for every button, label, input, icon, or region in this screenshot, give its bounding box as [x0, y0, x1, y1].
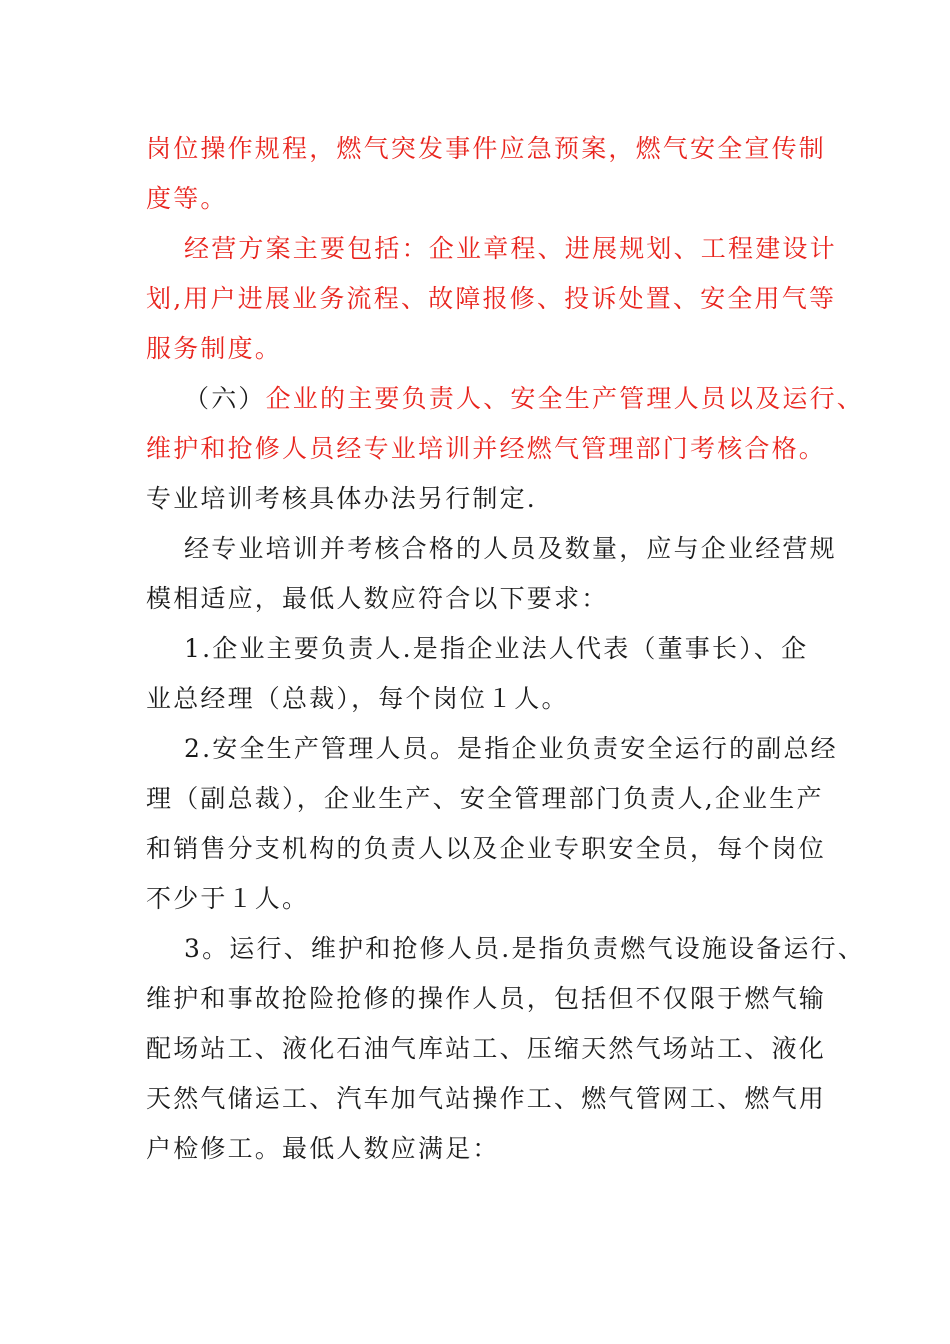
highlighted-text: 服务制度。 — [146, 334, 283, 363]
body-text: 3。运行、维护和抢修人员.是指负责燃气设施设备运行、 — [184, 934, 866, 963]
text-line — [146, 974, 826, 1024]
text-line — [146, 874, 826, 924]
highlighted-text: 经营方案主要包括：企业章程、进展规划、工程建设计 — [184, 234, 837, 263]
body-text: 户检修工。最低人数应满足： — [146, 1134, 500, 1163]
text-line — [146, 774, 826, 824]
text-line — [146, 674, 826, 724]
body-text: 配场站工、液化石油气库站工、压缩天然气场站工、液化 — [146, 1034, 827, 1063]
highlighted-text: 岗位操作规程，燃气突发事件应急预案，燃气安全宣传制 — [146, 134, 827, 163]
body-text: 不少于１人。 — [146, 884, 310, 913]
text-line — [146, 524, 837, 574]
text-line — [146, 374, 865, 424]
highlighted-text: 维护和抢修人员经专业培训并经燃气管理部门考核合格。 — [146, 434, 827, 463]
body-text: （六） — [184, 384, 266, 413]
text-line — [146, 424, 826, 474]
text-line — [146, 924, 866, 974]
body-text: 理（副总裁），企业生产、安全管理部门负责人,企业生产 — [146, 784, 824, 813]
body-text: 天然气储运工、汽车加气站操作工、燃气管网工、燃气用 — [146, 1084, 827, 1113]
text-line — [146, 824, 826, 874]
body-text: 模相适应，最低人数应符合以下要求： — [146, 584, 609, 613]
document-body — [146, 124, 866, 1174]
body-text: 2.安全生产管理人员。是指企业负责安全运行的副总经 — [184, 734, 838, 763]
text-line — [146, 324, 826, 374]
body-text: 1.企业主要负责人.是指企业法人代表（董事长）、企 — [184, 634, 809, 663]
text-line — [146, 724, 838, 774]
text-line — [146, 224, 837, 274]
body-text: 业总经理（总裁），每个岗位１人。 — [146, 684, 569, 713]
body-text: 专业培训考核具体办法另行制定. — [146, 484, 537, 513]
text-line — [146, 174, 826, 224]
highlighted-text: 度等。 — [146, 184, 228, 213]
text-line — [146, 1024, 826, 1074]
text-line — [146, 274, 837, 324]
highlighted-text: 划,用户进展业务流程、故障报修、投诉处置、安全用气等 — [146, 284, 837, 313]
text-line — [146, 574, 826, 624]
body-text: 维护和事故抢险抢修的操作人员，包括但不仅限于燃气输 — [146, 984, 827, 1013]
highlighted-text: 企业的主要负责人、安全生产管理人员以及运行、 — [265, 384, 865, 413]
body-text: 和销售分支机构的负责人以及企业专职安全员，每个岗位 — [146, 834, 827, 863]
text-line — [146, 474, 826, 524]
text-line — [146, 1074, 826, 1124]
text-line — [146, 624, 826, 674]
body-text: 经专业培训并考核合格的人员及数量，应与企业经营规 — [184, 534, 837, 563]
text-line — [146, 124, 826, 174]
text-line — [146, 1124, 826, 1174]
